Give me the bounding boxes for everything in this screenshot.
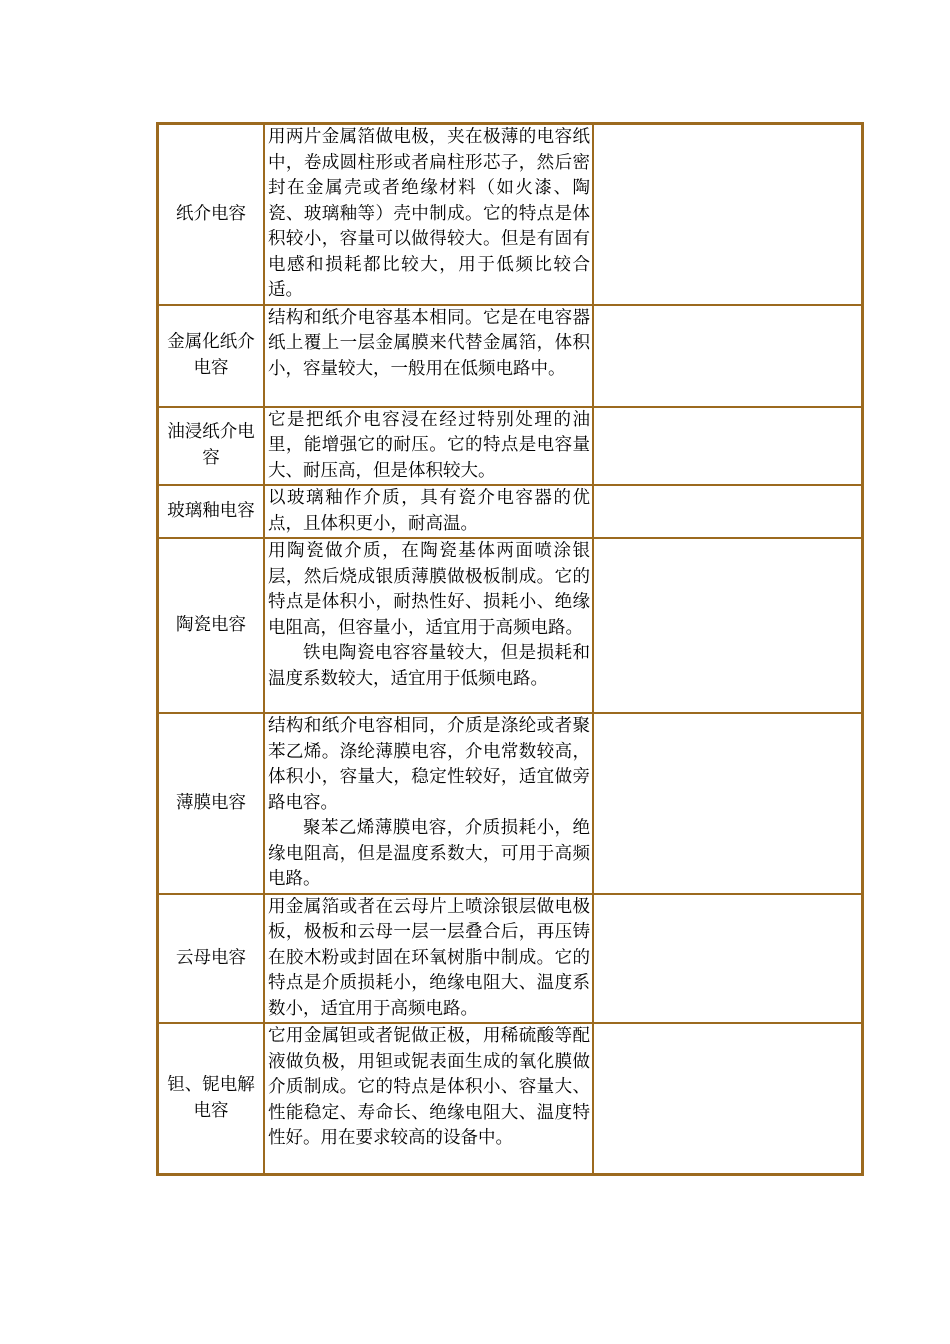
empty-cell	[593, 894, 862, 1024]
capacitor-name: 钽、铌电解电容	[158, 1023, 264, 1174]
description-paragraph: 结构和纸介电容相同，介质是涤纶或者聚苯乙烯。涤纶薄膜电容，介电常数较高，体积小，容量大，稳定性较好，适宜做旁路电容。	[268, 716, 590, 813]
capacitor-description	[264, 894, 593, 1024]
empty-cell	[593, 305, 862, 407]
empty-cell	[593, 485, 862, 538]
table-row	[158, 894, 862, 1024]
capacitor-description	[264, 407, 593, 486]
description-paragraph: 用两片金属箔做电极，夹在极薄的电容纸中，卷成圆柱形或者扁柱形芯子，然后密封在金属壳或者绝缘材料（如火漆、陶瓷、玻璃釉等）壳中制成。它的特点是体积较小，容量可以做得较大。但是有固有电感和损耗都比较大，用于低频比较合适。	[268, 127, 590, 300]
description-paragraph: 铁电陶瓷电容容量较大，但是损耗和温度系数较大，适宜用于低频电路。	[268, 643, 590, 689]
capacitor-name: 玻璃釉电容	[158, 485, 264, 538]
description-paragraph: 它是把纸介电容浸在经过特别处理的油里，能增强它的耐压。它的特点是电容量大、耐压高，但是体积较大。	[268, 409, 590, 481]
capacitor-description	[264, 713, 593, 894]
capacitor-name: 云母电容	[158, 894, 264, 1024]
table-row	[158, 305, 862, 407]
capacitor-name: 金属化纸介电容	[158, 305, 264, 407]
description-paragraph: 用金属箔或者在云母片上喷涂银层做电极板，极板和云母一层一层叠合后，再压铸在胶木粉或封固在环氧树脂中制成。它的特点是介质损耗小，绝缘电阻大、温度系数小，适宜用于高频电路。	[268, 896, 590, 1019]
empty-cell	[593, 1023, 862, 1174]
table-row	[158, 713, 862, 894]
table-row	[158, 538, 862, 713]
empty-cell	[593, 124, 862, 305]
capacitor-table	[156, 122, 864, 1176]
description-paragraph: 聚苯乙烯薄膜电容，介质损耗小，绝缘电阻高，但是温度系数大，可用于高频电路。	[268, 818, 590, 889]
table-row	[158, 1023, 862, 1174]
capacitor-description	[264, 485, 593, 538]
capacitor-description	[264, 1023, 593, 1174]
capacitor-name: 薄膜电容	[158, 713, 264, 894]
capacitor-description	[264, 124, 593, 305]
empty-cell	[593, 538, 862, 713]
empty-cell	[593, 713, 862, 894]
description-paragraph: 以玻璃釉作介质，具有瓷介电容器的优点，且体积更小，耐高温。	[268, 488, 590, 534]
empty-cell	[593, 407, 862, 486]
table-row	[158, 485, 862, 538]
table-row	[158, 124, 862, 305]
description-paragraph: 用陶瓷做介质，在陶瓷基体两面喷涂银层，然后烧成银质薄膜做极板制成。它的特点是体积小，耐热性好、损耗小、绝缘电阻高，但容量小，适宜用于高频电路。	[268, 541, 590, 638]
capacitor-name: 纸介电容	[158, 124, 264, 305]
capacitor-description	[264, 538, 593, 713]
capacitor-description	[264, 305, 593, 407]
description-paragraph: 它用金属钽或者铌做正极，用稀硫酸等配液做负极，用钽或铌表面生成的氧化膜做介质制成。它的特点是体积小、容量大、性能稳定、寿命长、绝缘电阻大、温度特性好。用在要求较高的设备中。	[268, 1026, 590, 1148]
description-paragraph: 结构和纸介电容基本相同。它是在电容器纸上覆上一层金属膜来代替金属箔，体积小，容量较大，一般用在低频电路中。	[268, 307, 590, 379]
capacitor-name: 陶瓷电容	[158, 538, 264, 713]
table-row	[158, 407, 862, 486]
capacitor-name: 油浸纸介电容	[158, 407, 264, 486]
